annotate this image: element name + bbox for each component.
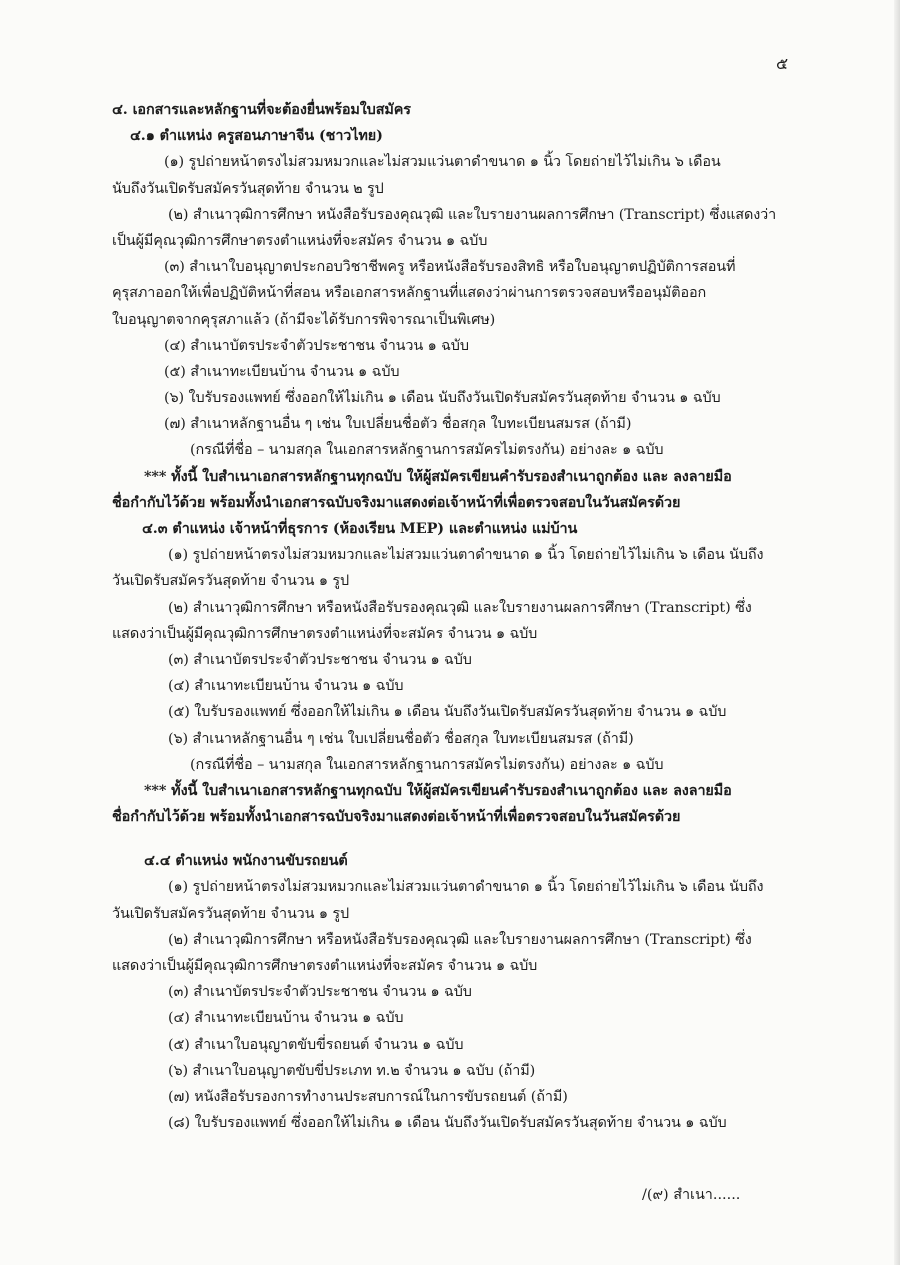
s44-line-2: วันเปิดรับสมัครวันสุดท้าย จำนวน ๑ รูป	[112, 905, 350, 922]
s43-line-1: (๑) รูปถ่ายหน้าตรงไม่สวมหมวกและไม่สวมแว่นตาดำขนาด ๑ นิ้ว โดยถ่ายไว้ไม่เกิน ๖ เดือน นับถึง	[168, 547, 764, 564]
s43-line-5: (๓) สำเนาบัตรประจำตัวประชาชน จำนวน ๑ ฉบับ	[168, 651, 472, 668]
s44-line-8: (๖) สำเนาใบอนุญาตขับขี่ประเภท ท.๒ จำนวน ๑ ฉบับ (ถ้ามี)	[168, 1062, 536, 1079]
s43-line-2: วันเปิดรับสมัครวันสุดท้าย จำนวน ๑ รูป	[112, 573, 350, 590]
section-4-3-heading: ๔.๓ ตำแหน่ง เจ้าหน้าที่ธุรการ (ห้องเรียน MEP) และตำแหน่ง แม่บ้าน	[142, 520, 578, 537]
s41-line-4: เป็นผู้มีคุณวุฒิการศึกษาตรงตำแหน่งที่จะสมัคร จำนวน ๑ ฉบับ	[112, 232, 488, 249]
s41-line-7: ใบอนุญาตจากคุรุสภาแล้ว (ถ้ามีจะได้รับการพิจารณาเป็นพิเศษ)	[112, 311, 496, 328]
s41-line-10: (๖) ใบรับรองแพทย์ ซึ่งออกให้ไม่เกิน ๑ เดือน นับถึงวันเปิดรับสมัครวันสุดท้าย จำนวน ๑ ฉบับ	[164, 390, 721, 407]
s43-note-line-1: *** ทั้งนี้ ใบสำเนาเอกสารหลักฐานทุกฉบับ ให้ผู้สมัครเขียนคำรับรองสำเนาถูกต้อง และ ลงลายมือ	[144, 781, 732, 799]
s41-note-line-1: *** ทั้งนี้ ใบสำเนาเอกสารหลักฐานทุกฉบับ ให้ผู้สมัครเขียนคำรับรองสำเนาถูกต้อง และ ลงลายมือ	[144, 467, 732, 485]
s44-line-7: (๕) สำเนาใบอนุญาตขับขี่รถยนต์ จำนวน ๑ ฉบับ	[168, 1036, 464, 1053]
s41-line-12: (กรณีที่ชื่อ – นามสกุล ในเอกสารหลักฐานการสมัครไม่ตรงกัน) อย่างละ ๑ ฉบับ	[190, 442, 664, 459]
s43-note-line-2: ชื่อกำกับไว้ด้วย พร้อมทั้งนำเอกสารฉบับจริงมาแสดงต่อเจ้าหน้าที่เพื่อตรวจสอบในวันสมัครด้วย	[112, 808, 681, 826]
s43-line-6: (๔) สำเนาทะเบียนบ้าน จำนวน ๑ ฉบับ	[168, 678, 404, 695]
s41-line-11: (๗) สำเนาหลักฐานอื่น ๆ เช่น ใบเปลี่ยนชื่อตัว ชื่อสกุล ใบทะเบียนสมรส (ถ้ามี)	[164, 416, 632, 433]
page-number: ๕	[776, 54, 789, 73]
s44-line-10: (๘) ใบรับรองแพทย์ ซึ่งออกให้ไม่เกิน ๑ เดือน นับถึงวันเปิดรับสมัครวันสุดท้าย จำนวน ๑ ฉบับ	[168, 1115, 727, 1132]
s43-line-4: แสดงว่าเป็นผู้มีคุณวุฒิการศึกษาตรงตำแหน่งที่จะสมัคร จำนวน ๑ ฉบับ	[112, 625, 538, 642]
s44-line-5: (๓) สำเนาบัตรประจำตัวประชาชน จำนวน ๑ ฉบับ	[168, 984, 472, 1001]
s41-line-1: (๑) รูปถ่ายหน้าตรงไม่สวมหมวกและไม่สวมแว่นตาดำขนาด ๑ นิ้ว โดยถ่ายไว้ไม่เกิน ๖ เดือน	[164, 154, 721, 171]
s44-line-6: (๔) สำเนาทะเบียนบ้าน จำนวน ๑ ฉบับ	[168, 1010, 404, 1027]
document-body	[112, 97, 792, 1136]
section-4-1-heading: ๔.๑ ตำแหน่ง ครูสอนภาษาจีน (ชาวไทย)	[130, 127, 383, 145]
section-spacer	[112, 830, 792, 848]
s41-line-3: (๒) สำเนาวุฒิการศึกษา หนังสือรับรองคุณวุฒิ และใบรายงานผลการศึกษา (Transcript) ซึ่งแสดงว่า	[168, 206, 777, 223]
s41-line-8: (๔) สำเนาบัตรประจำตัวประชาชน จำนวน ๑ ฉบับ	[164, 337, 469, 354]
s41-note-line-2: ชื่อกำกับไว้ด้วย พร้อมทั้งนำเอกสารฉบับจริงมาแสดงต่อเจ้าหน้าที่เพื่อตรวจสอบในวันสมัครด้วย	[112, 493, 681, 511]
s44-line-4: แสดงว่าเป็นผู้มีคุณวุฒิการศึกษาตรงตำแหน่งที่จะสมัคร จำนวน ๑ ฉบับ	[112, 958, 538, 974]
s44-line-3: (๒) สำเนาวุฒิการศึกษา หรือหนังสือรับรองคุณวุฒิ และใบรายงานผลการศึกษา (Transcript) ซึ่ง	[168, 931, 752, 948]
s41-line-9: (๕) สำเนาทะเบียนบ้าน จำนวน ๑ ฉบับ	[164, 363, 400, 380]
continuation-footer: /(๙) สำเนา......	[642, 1187, 741, 1203]
section-4-4-heading: ๔.๔ ตำแหน่ง พนักงานขับรถยนต์	[144, 852, 348, 870]
s43-line-9: (กรณีที่ชื่อ – นามสกุล ในเอกสารหลักฐานการสมัครไม่ตรงกัน) อย่างละ ๑ ฉบับ	[190, 756, 664, 773]
s41-line-6: คุรุสภาออกให้เพื่อปฏิบัติหน้าที่สอน หรือเอกสารหลักฐานที่แสดงว่าผ่านการตรวจสอบหรืออนุมัติออก	[112, 285, 707, 302]
section-4-title: ๔. เอกสารและหลักฐานที่จะต้องยื่นพร้อมใบสมัคร	[112, 101, 411, 118]
s41-line-2: นับถึงวันเปิดรับสมัครวันสุดท้าย จำนวน ๒ รูป	[112, 180, 384, 197]
s43-line-8: (๖) สำเนาหลักฐานอื่น ๆ เช่น ใบเปลี่ยนชื่อตัว ชื่อสกุล ใบทะเบียนสมรส (ถ้ามี)	[168, 730, 634, 747]
s44-line-9: (๗) หนังสือรับรองการทำงานประสบการณ์ในการขับรถยนต์ (ถ้ามี)	[168, 1088, 568, 1105]
s41-line-5: (๓) สำเนาใบอนุญาตประกอบวิชาชีพครู หรือหนังสือรับรองสิทธิ หรือใบอนุญาตปฏิบัติการสอนที่	[164, 259, 736, 276]
s43-line-7: (๕) ใบรับรองแพทย์ ซึ่งออกให้ไม่เกิน ๑ เดือน นับถึงวันเปิดรับสมัครวันสุดท้าย จำนวน ๑ ฉบับ	[168, 704, 727, 721]
s44-line-1: (๑) รูปถ่ายหน้าตรงไม่สวมหมวกและไม่สวมแว่นตาดำขนาด ๑ นิ้ว โดยถ่ายไว้ไม่เกิน ๖ เดือน นับถึง	[168, 879, 764, 896]
s43-line-3: (๒) สำเนาวุฒิการศึกษา หรือหนังสือรับรองคุณวุฒิ และใบรายงานผลการศึกษา (Transcript) ซึ่ง	[168, 599, 752, 616]
